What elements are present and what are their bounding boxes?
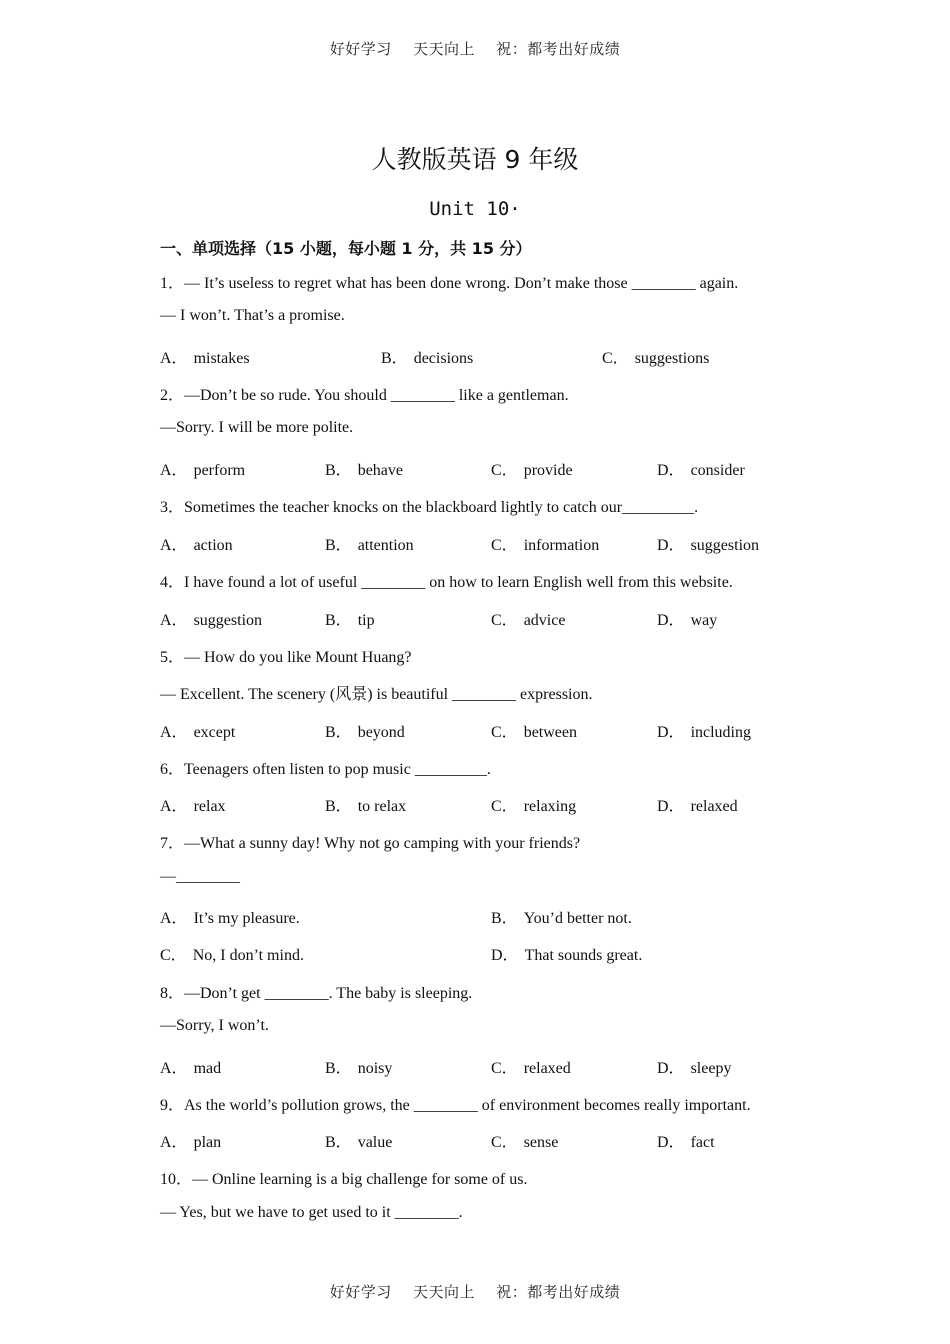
option-text: behave [357,462,403,479]
option-a[interactable] [160,457,245,480]
option-text: relaxed [690,798,738,815]
option-letter: C． [491,1060,518,1077]
option-b[interactable] [325,1129,392,1152]
question-6-stem: 6．Teenagers often listen to pop music _________. [160,761,491,778]
option-text: sleepy [690,1060,732,1077]
option-text: sense [523,1134,559,1151]
option-text: relaxing [523,798,577,815]
option-b[interactable] [325,793,406,816]
question-2-stem: 2．—Don’t be so rude. You should ________ like a gentleman. [160,387,569,404]
footer-part: 祝：都考出好成绩 [496,1283,621,1301]
option-d[interactable] [657,1129,715,1152]
option-text: relax [193,798,226,815]
option-letter: A． [160,1134,188,1151]
option-letter: D． [657,462,685,479]
option-text: plan [193,1134,222,1151]
option-b[interactable] [381,345,473,368]
page-footer [0,1281,950,1302]
option-b[interactable] [325,719,405,742]
option-letter: D． [657,1060,685,1077]
option-text: noisy [357,1060,393,1077]
question-5-stem: 5．— How do you like Mount Huang? [160,649,412,666]
option-a[interactable] [160,1055,221,1078]
option-a[interactable] [160,345,250,368]
question-7-reply: —________ [160,868,240,885]
question-2-reply: —Sorry. I will be more polite. [160,419,354,436]
option-text: suggestions [634,350,710,367]
option-a[interactable] [160,607,262,630]
document-subtitle: Unit 10· [429,198,521,220]
option-letter: B． [325,1060,352,1077]
option-letter: A． [160,462,188,479]
footer-part: 天天向上 [412,1283,475,1301]
option-text: That sounds great. [524,947,643,964]
option-letter: C． [160,947,187,964]
option-c[interactable] [491,1055,571,1078]
option-letter: A． [160,724,188,741]
option-c[interactable] [491,793,576,816]
option-letter: D． [657,724,685,741]
option-d[interactable] [657,532,759,555]
option-text: information [523,537,600,554]
option-letter: A． [160,350,188,367]
option-text: You’d better not. [523,910,632,927]
option-letter: C． [491,612,518,629]
option-letter: A． [160,1060,188,1077]
option-text: beyond [357,724,405,741]
option-text: mad [193,1060,222,1077]
option-b[interactable] [491,905,632,928]
option-letter: D． [657,1134,685,1151]
option-text: including [690,724,751,741]
option-letter: B． [325,537,352,554]
option-letter: C． [602,350,629,367]
option-letter: C． [491,724,518,741]
option-b[interactable] [325,607,375,630]
option-text: fact [690,1134,715,1151]
option-letter: B． [325,1134,352,1151]
question-10-stem: 10．— Online learning is a big challenge for some of us. [160,1171,528,1188]
option-c[interactable] [491,607,565,630]
option-text: between [523,724,577,741]
option-text: except [193,724,236,741]
option-text: perform [193,462,246,479]
footer-part: 好好学习 [329,1283,392,1301]
option-text: attention [357,537,414,554]
page-header [0,38,950,59]
document-title: 人教版英语 9 年级 [371,145,579,174]
option-letter: B． [325,462,352,479]
option-letter: D． [657,798,685,815]
option-text: action [193,537,233,554]
option-text: tip [357,612,375,629]
option-d[interactable] [657,719,751,742]
option-c[interactable] [602,345,709,368]
option-letter: C． [491,798,518,815]
option-a[interactable] [160,719,235,742]
option-b[interactable] [325,457,403,480]
option-letter: B． [325,798,352,815]
option-letter: A． [160,612,188,629]
option-letter: B． [491,910,518,927]
option-letter: A． [160,537,188,554]
option-d[interactable] [657,1055,731,1078]
option-letter: D． [657,612,685,629]
option-c[interactable] [491,1129,558,1152]
option-text: relaxed [523,1060,571,1077]
question-1-stem: 1．— It’s useless to regret what has been done wrong. Don’t make those ________ again. [160,275,739,292]
question-8-stem: 8．—Don’t get ________. The baby is sleeping. [160,985,473,1002]
question-10-reply: — Yes, but we have to get used to it ________. [160,1204,463,1221]
question-5-reply: — Excellent. The scenery (风景) is beautiful ________ expression. [160,686,593,703]
option-text: value [357,1134,393,1151]
option-letter: D． [657,537,685,554]
option-c[interactable] [491,457,573,480]
option-letter: A． [160,910,188,927]
option-text: decisions [413,350,474,367]
question-9-stem: 9．As the world’s pollution grows, the ________ of environment becomes really important. [160,1097,751,1114]
option-a[interactable] [160,793,226,816]
option-letter: C． [491,1134,518,1151]
header-part: 祝：都考出好成绩 [496,40,621,58]
option-c[interactable] [491,719,577,742]
option-text: No, I don’t mind. [192,947,304,964]
question-7-stem: 7．—What a sunny day! Why not go camping with your friends? [160,835,581,852]
option-letter: D． [491,947,519,964]
option-letter: B． [325,724,352,741]
option-b[interactable] [325,532,414,555]
option-text: consider [690,462,745,479]
header-part: 好好学习 [329,40,392,58]
option-letter: A． [160,798,188,815]
option-a[interactable] [160,532,233,555]
option-c[interactable] [160,942,304,965]
option-text: suggestion [690,537,760,554]
option-letter: C． [491,537,518,554]
option-text: mistakes [193,350,250,367]
option-text: suggestion [193,612,263,629]
option-a[interactable] [160,1129,221,1152]
option-text: way [690,612,718,629]
option-letter: C． [491,462,518,479]
option-letter: B． [325,612,352,629]
section-heading: 一、单项选择（15 小题，每小题 1 分，共 15 分） [160,239,532,258]
question-1-reply: — I won’t. That’s a promise. [160,307,345,324]
option-text: advice [523,612,566,629]
header-part: 天天向上 [412,40,475,58]
question-8-reply: —Sorry, I won’t. [160,1017,269,1034]
option-d[interactable] [491,942,642,965]
question-3-stem: 3．Sometimes the teacher knocks on the blackboard lightly to catch our_________. [160,499,699,516]
option-a[interactable] [160,905,300,928]
option-text: It’s my pleasure. [193,910,300,927]
question-4-stem: 4．I have found a lot of useful ________ on how to learn English well from this website. [160,574,733,591]
option-d[interactable] [657,457,745,480]
option-text: to relax [357,798,407,815]
option-d[interactable] [657,607,717,630]
option-d[interactable] [657,793,738,816]
option-b[interactable] [325,1055,392,1078]
option-c[interactable] [491,532,599,555]
option-text: provide [523,462,573,479]
option-letter: B． [381,350,408,367]
